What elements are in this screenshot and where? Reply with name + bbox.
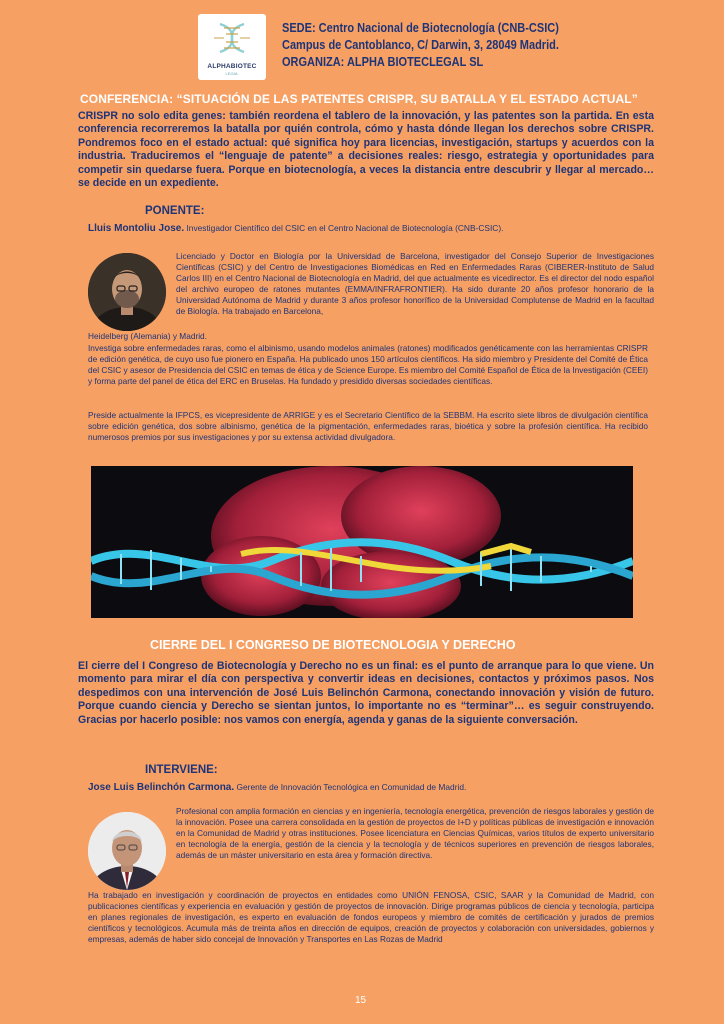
address-line: Campus de Cantoblanco, C/ Darwin, 3, 28049 Madrid.: [282, 38, 559, 52]
interviene-label: INTERVIENE:: [145, 764, 218, 776]
speaker-bio-1d: Preside actualmente la IFPCS, es vicepresidente de ARRIGE y es el Secretario Científico de la SEBBM. Ha escrito siete libros de divulgación científica sobre edición genética, dos sobre albinismo, genética de la pigmentación, enfermedades raras, bioética y sobre la profesión científica. Ha recibido numerosos premios por sus investigaciones y por su extensa actividad divulgadora.: [88, 410, 648, 443]
speaker-photo-2: [88, 812, 166, 890]
dna-helix-logo-icon: [212, 18, 252, 62]
ponente-label: PONENTE:: [145, 205, 205, 217]
speaker-photo-1: [88, 253, 166, 331]
page-number: 15: [355, 995, 367, 1006]
speaker-bio-2a: Profesional con amplia formación en ciencias y en ingeniería, tecnología energética, prevención de riesgos laborales y gestión de la innovación. Posee una carrera consolidada en la gestión de proyectos de I+D y políticas públicas de investigación e innovación en la Comunidad de Madrid y otras instituciones. Posee licenciatura en Ciencias Químicas, varios títulos de experto universitario en tecnología de la energía, gestión de la ciencia y la tecnología y de técnicos superiores en prevención de riesgos laborales, además de un máster universitario en esta área y formación directiva.: [176, 806, 654, 861]
crispr-dna-image: [91, 466, 633, 618]
closing-title: CIERRE DEL I CONGRESO DE BIOTECNOLOGIA Y DERECHO: [150, 638, 516, 652]
speaker-name-1: Lluis Montoliu Jose.: [88, 223, 185, 234]
venue-line: SEDE: Centro Nacional de Biotecnología (CNB-CSIC): [282, 21, 559, 35]
speaker-name-2: Jose Luis Belinchón Carmona.: [88, 782, 235, 793]
logo-subtitle: LEGAL: [225, 71, 239, 76]
organizer-line: ORGANIZA: ALPHA BIOTECLEGAL SL: [282, 55, 484, 69]
speaker-bio-1b: Heidelberg (Alemania) y Madrid.: [88, 331, 207, 341]
speaker-line-2: [88, 782, 688, 793]
alphabiotec-logo: [198, 14, 266, 80]
speaker-role-2: Gerente de Innovación Tecnológica en Comunidad de Madrid.: [236, 782, 467, 792]
logo-name: ALPHABIOTEC: [207, 63, 257, 70]
speaker-bio-1c: Investiga sobre enfermedades raras, como el albinismo, usando modelos animales (ratones) modificados genéticamente con las herramientas CRISPR de edición genética, de cuyo uso fue pionero en España. Ha publicado unos 150 artículos científicos. Ha sido miembro y Presidente del Comité de Ética del CSIC y asesor de Presidencia del CSIC en temas de ética y de Science Europe. Es miembro del Comité Español de Ética de la Investigación (CEEI) y forma parte del panel de ética del ERC en Bruselas. Ha fundado y presidido diversas sociedades científicas.: [88, 343, 648, 387]
conference-intro: CRISPR no solo edita genes: también reordena el tablero de la innovación, y las patentes son la partida. En esta conferencia recorreremos la batalla por quién controla, cómo y hasta dónde llegan los derechos sobre CRISPR. Pondremos foco en el estado actual: qué significa hoy para licencias, investigación, startups y acuerdos con la industria. Traduciremos el “lenguaje de patente” a decisiones reales: riesgo, estrategia y oportunidades para competir sin quedarse fuera. Porque en biotecnología, a veces la distancia entre descubrir y llegar al mercado… se decide en un expediente.: [78, 110, 654, 190]
event-header: [282, 20, 652, 71]
closing-text: El cierre del I Congreso de Biotecnología y Derecho no es un final: es el punto de arranque para lo que viene. Un momento para mirar el día con perspectiva y convertir ideas en decisiones, contactos y próximos pasos. Nos despedimos con una intervención de José Luis Belinchón Carmona, conectando innovación y visión de futuro. Porque cuando ciencia y Derecho se sientan juntos, lo importante no es “terminar”… es seguir construyendo. Gracias por hacerlo posible: nos vamos con energía, agenda y ganas de la siguiente conversación.: [78, 660, 654, 726]
speaker-bio-1a: Licenciado y Doctor en Biología por la Universidad de Barcelona, investigador del Consejo Superior de Investigaciones Científicas (CSIC) y del Centro de Investigaciones Biomédicas en Red en Enfermedades Raras (CIBERER-Instituto de Salud Carlos III) en el Centro Nacional de Biotecnología en Madrid, del que actualmente es vicedirector. Es el director del nodo español del archivo europeo de ratones mutantes (EMMA/INFRAFRONTIER). Ha sido durante 20 años profesor honorario de la Universidad Autónoma de Madrid y durante 3 años profesor honorífico de la Universidad Complutense de Madrid en la facultad de Biología. Ha trabajado en Barcelona,: [176, 251, 654, 317]
speaker-bio-2b: Ha trabajado en investigación y coordinación de proyectos en entidades como UNIÓN FENOSA, CSIC, SAAR y la Comunidad de Madrid, con publicaciones científicas y experiencia en evaluación y gestión de proyectos de innovación. Dirige programas públicos de ciencia y tecnología, participa en planes regionales de investigación, es experto en evaluación de fondos europeos y miembro de comités de certificación y jurados de premios científicos y tecnológicos. Acumula más de treinta años en dirección de equipos, creación de proyectos y colaboración con universidades, gobiernos y empresas, además de haber sido concejal de Innovación y Transportes en Las Rozas de Madrid: [88, 890, 654, 945]
conference-title: CONFERENCIA: “SITUACIÓN DE LAS PATENTES CRISPR, SU BATALLA Y EL ESTADO ACTUAL”: [80, 92, 638, 106]
speaker-line-1: [88, 223, 688, 234]
speaker-role-1: Investigador Científico del CSIC en el Centro Nacional de Biotecnología (CNB-CSIC).: [186, 223, 504, 233]
